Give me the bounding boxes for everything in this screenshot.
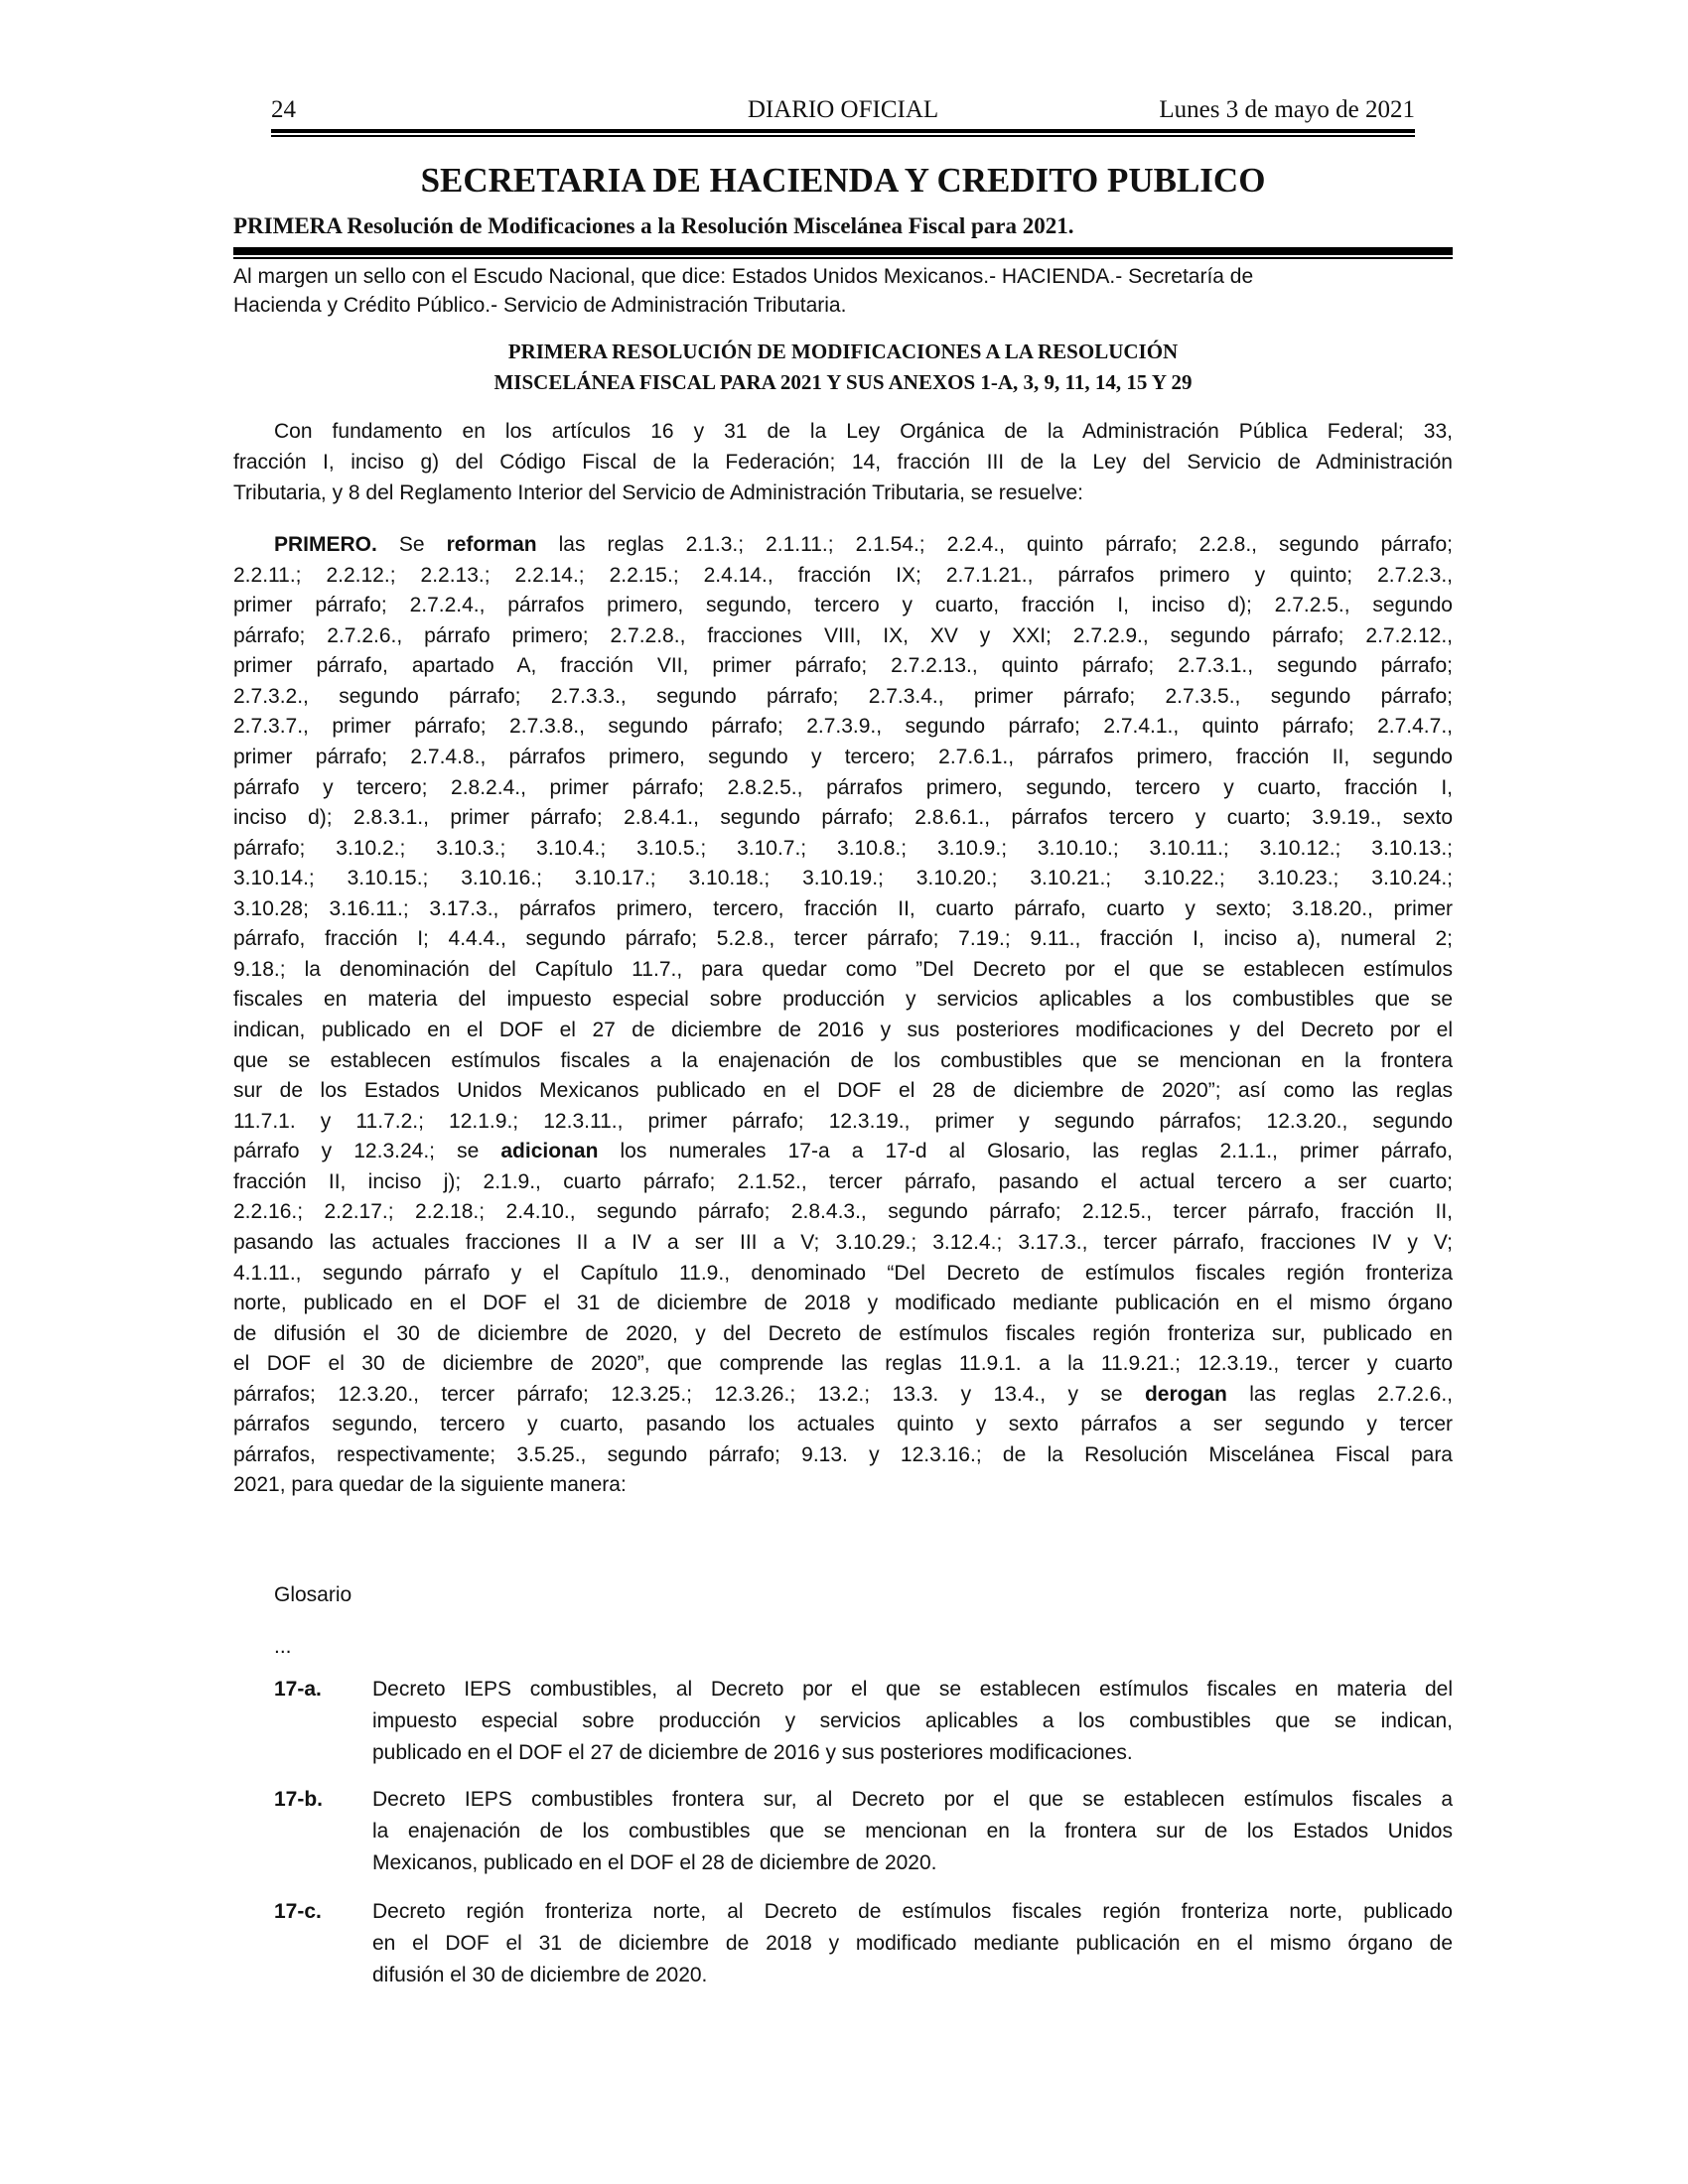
paragraph-line: párrafo; 2.7.2.6., párrafo primero; 2.7.2.8., fracciones VIII, IX, XV y XXI; 2.7.2.9., segundo párrafo; 2.7.2.12., xyxy=(233,623,1453,647)
definition-line: Decreto IEPS combustibles frontera sur, al Decreto por el que se establecen estímulos fiscales a xyxy=(372,1788,1453,1811)
paragraph-line: 3.10.14.; 3.10.15.; 3.10.16.; 3.10.17.; 3.10.18.; 3.10.19.; 3.10.20.; 3.10.21.; 3.10.22.; 3.10.23.; 3.10.24.; xyxy=(233,867,1453,890)
adicionan-line xyxy=(233,1137,1453,1167)
page-number: 24 xyxy=(271,96,296,123)
primero-paragraph xyxy=(233,530,1453,1501)
paragraph-line: 2.7.3.2., segundo párrafo; 2.7.3.3., segundo párrafo; 2.7.3.4., primer párrafo; 2.7.3.5., segundo párrafo; xyxy=(233,684,1453,708)
glossary-item-definition xyxy=(372,1674,1453,1769)
definition-line: impuesto especial sobre producción y servicios aplicables a los combustibles que se indican, xyxy=(372,1709,1453,1732)
glossary-item-definition xyxy=(372,1896,1453,1991)
text-fragment: las reglas 2.1.3.; 2.1.11.; 2.1.54.; 2.2.4., quinto párrafo; 2.2.8., segundo párrafo; xyxy=(558,533,1453,556)
paragraph-line: fiscales en materia del impuesto especial sobre producción y servicios aplicables a los combustibles que se xyxy=(233,988,1453,1012)
paragraph-line: pasando las actuales fracciones II a IV a ser III a V; 3.10.29.; 3.12.4.; 3.17.3., tercer párrafo, fracciones IV y V; xyxy=(233,1230,1453,1254)
title-rule-thin xyxy=(233,257,1453,259)
text-fragment: Se xyxy=(398,533,425,556)
glossary-item-label: 17-a. xyxy=(274,1678,322,1701)
paragraph-line: 2.7.3.7., primer párrafo; 2.7.3.8., segundo párrafo; 2.7.3.9., segundo párrafo; 2.7.4.1., quinto párrafo; 2.7.4.7., xyxy=(233,715,1453,739)
seal-note-line: Al margen un sello con el Escudo Nacional, que dice: Estados Unidos Mexicanos.- HACIENDA.- Secretaría de xyxy=(233,265,1254,288)
paragraph-line: inciso d); 2.8.3.1., primer párrafo; 2.8.4.1., segundo párrafo; 2.8.6.1., párrafos tercero y cuarto; 3.9.19., sexto xyxy=(233,806,1453,830)
paragraph-line: párrafo, fracción I; 4.4.4., segundo párrafo; 5.2.8., tercer párrafo; 7.19.; 9.11., fracción I, inciso a), numeral 2; xyxy=(233,927,1453,951)
paragraph-line: 2021, para quedar de la siguiente manera: xyxy=(233,1473,627,1497)
paragraph-line: primer párrafo; 2.7.2.4., párrafos primero, segundo, tercero y cuarto, fracción I, inciso d); 2.7.2.5., segundo xyxy=(233,594,1453,617)
paragraph-line: párrafo; 3.10.2.; 3.10.3.; 3.10.4.; 3.10.5.; 3.10.7.; 3.10.8.; 3.10.9.; 3.10.10.; 3.10.11.; 3.10.12.; 3.10.13.; xyxy=(233,836,1453,860)
paragraph-line: 9.18.; la denominación del Capítulo 11.7., para quedar como ”Del Decreto por el que se establecen estímulos xyxy=(233,957,1453,981)
text-fragment: los numerales 17-a a 17-d al Glosario, las reglas 2.1.1., primer párrafo, xyxy=(620,1140,1453,1163)
seal-note xyxy=(233,262,1453,320)
glossary-title: Glosario xyxy=(274,1583,352,1606)
paragraph-line: de difusión el 30 de diciembre de 2020, y del Decreto de estímulos fiscales región fronteriza sur, publicado en xyxy=(233,1321,1453,1345)
paragraph-line: párrafos segundo, tercero y cuarto, pasando los actuales quinto y sexto párrafos a ser segundo y tercer xyxy=(233,1413,1453,1436)
glossary-ellipsis: ... xyxy=(274,1635,292,1658)
primero-label: PRIMERO. xyxy=(274,533,377,556)
derogan-line xyxy=(233,1380,1453,1411)
document-title: PRIMERA Resolución de Modificaciones a la Resolución Miscelánea Fiscal para 2021. xyxy=(233,213,1074,238)
paragraph-line: primer párrafo; 2.7.4.8., párrafos primero, segundo y tercero; 2.7.6.1., párrafos primero, fracción II, segundo xyxy=(233,745,1453,768)
definition-line: publicado en el DOF el 27 de diciembre de 2016 y sus posteriores modificaciones. xyxy=(372,1741,1133,1764)
preamble-paragraph xyxy=(233,417,1453,508)
primero-lines-2 xyxy=(233,1167,1453,1380)
preamble-line: Con fundamento en los artículos 16 y 31 de la Ley Orgánica de la Administración Pública Federal; 33, xyxy=(274,420,1453,443)
publication-name: DIARIO OFICIAL xyxy=(747,96,939,123)
paragraph-line: fracción II, inciso j); 2.1.9., cuarto párrafo; 2.1.52., tercer párrafo, pasando el actual tercero a ser cuarto; xyxy=(233,1169,1453,1193)
primero-lines xyxy=(233,561,1453,1138)
paragraph-line: 4.1.11., segundo párrafo y el Capítulo 11.9., denominado “Del Decreto de estímulos fiscales región fronteriza xyxy=(233,1261,1453,1285)
preamble-line: Tributaria, y 8 del Reglamento Interior del Servicio de Administración Tributaria, se resuelve: xyxy=(233,480,1083,504)
primero-first-line xyxy=(233,530,1453,561)
header-rule-secondary xyxy=(271,135,1415,137)
publication-date: Lunes 3 de mayo de 2021 xyxy=(1159,96,1415,123)
paragraph-line: párrafo y tercero; 2.8.2.4., primer párrafo; 2.8.2.5., párrafos primero, segundo, tercero y cuarto, fracción I, xyxy=(233,775,1453,799)
preamble-line: fracción I, inciso g) del Código Fiscal de la Federación; 14, fracción III de la Ley del Servicio de Administración xyxy=(233,450,1453,474)
paragraph-line: 3.10.28; 3.16.11.; 3.17.3., párrafos primero, tercero, fracción II, cuarto párrafo, cuarto y sexto; 3.18.20., primer xyxy=(233,896,1453,920)
adicionan-keyword: adicionan xyxy=(500,1140,599,1163)
text-fragment: párrafos; 12.3.20., tercer párrafo; 12.3.25.; 12.3.26.; 13.2.; 13.3. y 13.4., y se xyxy=(233,1382,1123,1406)
heading-line: PRIMERA RESOLUCIÓN DE MODIFICACIONES A LA RESOLUCIÓN xyxy=(507,340,1179,363)
paragraph-line: 2.2.11.; 2.2.12.; 2.2.13.; 2.2.14.; 2.2.15.; 2.4.14., fracción IX; 2.7.1.21., párrafos primero y quinto; 2.7.2.3., xyxy=(233,563,1453,587)
heading-line: MISCELÁNEA FISCAL PARA 2021 Y SUS ANEXOS 1-A, 3, 9, 11, 14, 15 Y 29 xyxy=(493,370,1193,394)
title-rule-thick xyxy=(233,247,1453,255)
glossary-item-definition xyxy=(372,1784,1453,1879)
reforman-keyword: reforman xyxy=(446,533,537,556)
definition-line: en el DOF el 31 de diciembre de 2018 y modificado mediante publicación en el mismo órgano de xyxy=(372,1932,1453,1955)
glossary-item-label: 17-c. xyxy=(274,1900,322,1923)
definition-line: Decreto IEPS combustibles, al Decreto por el que se establecen estímulos fiscales en materia del xyxy=(372,1678,1453,1701)
definition-line: la enajenación de los combustibles que se mencionan en la frontera sur de los Estados Unidos xyxy=(372,1820,1453,1843)
text-fragment: las reglas 2.7.2.6., xyxy=(1249,1382,1453,1406)
glossary-item-label: 17-b. xyxy=(274,1788,324,1811)
resolution-heading xyxy=(233,337,1453,398)
text-fragment: párrafo y 12.3.24.; se xyxy=(233,1140,480,1163)
primero-lines-3 xyxy=(233,1410,1453,1501)
definition-line: Mexicanos, publicado en el DOF el 28 de diciembre de 2020. xyxy=(372,1851,937,1874)
paragraph-line: primer párrafo, apartado A, fracción VII, primer párrafo; 2.7.2.13., quinto párrafo; 2.7.3.1., segundo párrafo; xyxy=(233,654,1453,678)
paragraph-line: que se establecen estímulos fiscales a la enajenación de los combustibles que se mencionan en la frontera xyxy=(233,1048,1453,1072)
header-rule xyxy=(271,129,1415,133)
definition-line: difusión el 30 de diciembre de 2020. xyxy=(372,1964,708,1986)
paragraph-line: 11.7.1. y 11.7.2.; 12.1.9.; 12.3.11., primer párrafo; 12.3.19., primer y segundo párrafos; 12.3.20., segundo xyxy=(233,1109,1453,1133)
paragraph-line: 2.2.16.; 2.2.17.; 2.2.18.; 2.4.10., segundo párrafo; 2.8.4.3., segundo párrafo; 2.12.5., tercer párrafo, fracción II, xyxy=(233,1200,1453,1224)
paragraph-line: el DOF el 30 de diciembre de 2020”, que comprende las reglas 11.9.1. a la 11.9.21.; 12.3.19., tercer y cuarto xyxy=(233,1352,1453,1376)
derogan-keyword: derogan xyxy=(1144,1382,1227,1406)
paragraph-line: sur de los Estados Unidos Mexicanos publicado en el DOF el 28 de diciembre de 2020”; así como las reglas xyxy=(233,1079,1453,1103)
paragraph-line: norte, publicado en el DOF el 31 de diciembre de 2018 y modificado mediante publicación en el mismo órgano xyxy=(233,1292,1453,1315)
paragraph-line: indican, publicado en el DOF el 27 de diciembre de 2016 y sus posteriores modificaciones y del Decreto por el xyxy=(233,1019,1453,1041)
section-title: SECRETARIA DE HACIENDA Y CREDITO PUBLICO xyxy=(420,161,1266,200)
paragraph-line: párrafos, respectivamente; 3.5.25., segundo párrafo; 9.13. y 12.3.16.; de la Resolución Miscelánea Fiscal para xyxy=(233,1442,1453,1466)
seal-note-line: Hacienda y Crédito Público.- Servicio de Administración Tributaria. xyxy=(233,294,847,317)
definition-line: Decreto región fronteriza norte, al Decreto de estímulos fiscales región fronteriza norte, publicado xyxy=(372,1900,1453,1923)
